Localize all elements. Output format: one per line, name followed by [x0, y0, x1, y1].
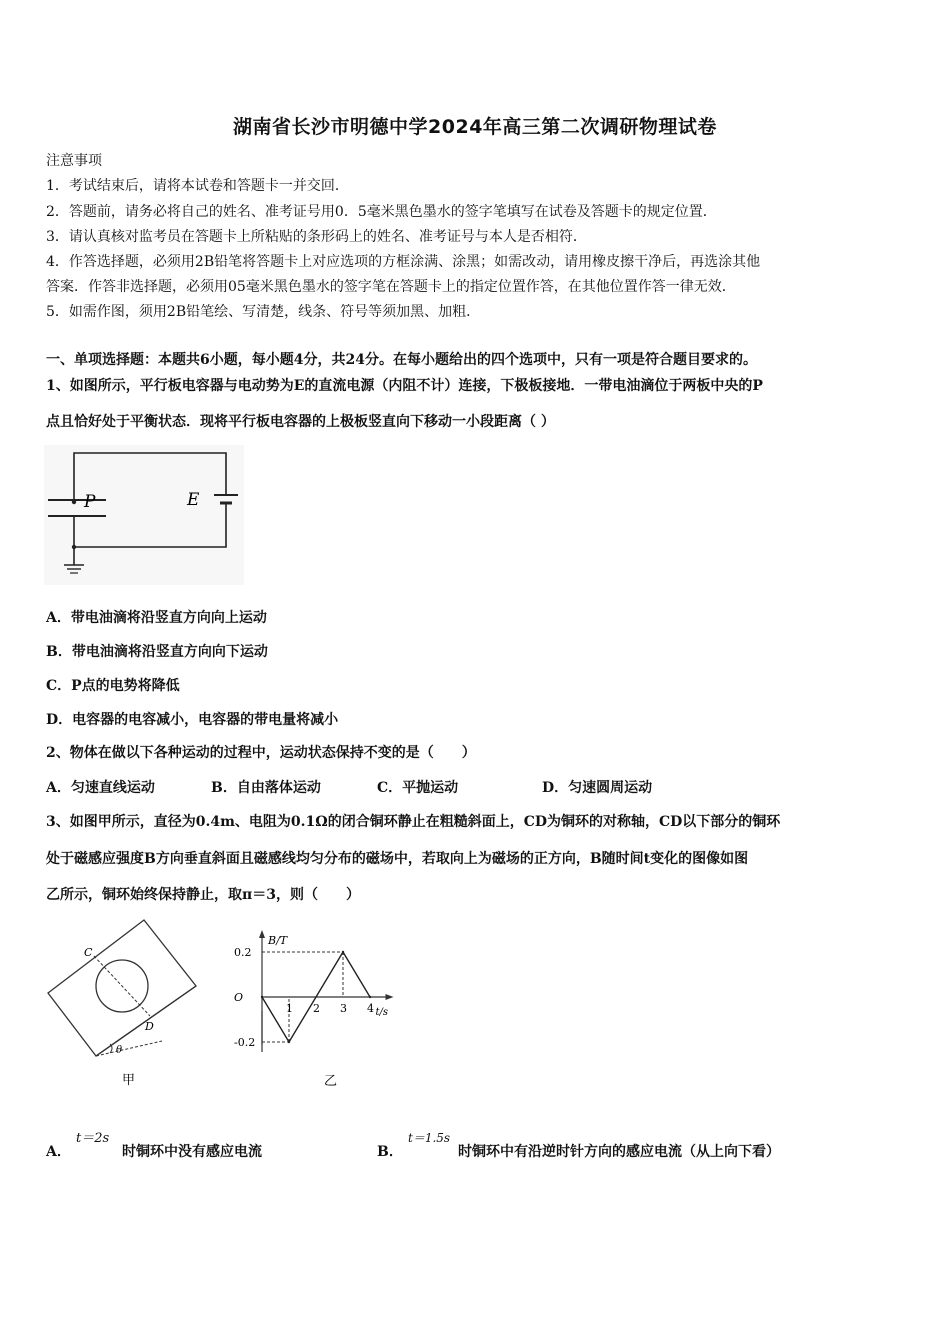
question-2-option-d[interactable]: D．匀速圆周运动	[542, 780, 653, 796]
notice-item: 4．作答选择题，必须用2B铅笔将答题卡上对应选项的方框涂满、涂黑；如需改动，请用橡皮擦干净后，再选涂其他	[46, 254, 761, 270]
b-t-graph	[226, 913, 426, 1088]
section-heading: 一、单项选择题：本题共6小题，每小题4分，共24分。在每小题给出的四个选项中，只有一项是符合题目要求的。	[46, 352, 757, 368]
figure-label-p: P	[84, 492, 96, 512]
question-1-stem-line1: 1、如图所示，平行板电容器与电动势为E的直流电源（内阻不计）连接，下极板接地．一带电油滴位于两板中央的P	[46, 378, 763, 394]
x-axis-arrow	[386, 994, 394, 1000]
figure-caption-yi: 乙	[324, 1074, 338, 1089]
question-3-option-b-label[interactable]: B．	[377, 1144, 403, 1160]
figure-label-c: C	[84, 946, 93, 959]
notice-item: 1．考试结束后，请将本试卷和答题卡一并交回．	[46, 178, 349, 194]
question-3-option-a-text[interactable]: 时铜环中没有感应电流	[122, 1144, 262, 1160]
notice-item: 3．请认真核对监考员在答题卡上所粘贴的条形码上的姓名、准考证号与本人是否相符．	[46, 229, 587, 245]
question-2-option-b[interactable]: B．自由落体运动	[211, 780, 321, 796]
x-tick-label: 4	[367, 1002, 374, 1015]
question-3-option-a-label[interactable]: A．	[46, 1144, 71, 1160]
data-point	[288, 1041, 290, 1043]
y-tick-label: -0.2	[234, 1036, 256, 1049]
question-3-stem-line2: 处于磁感应强度B方向垂直斜面且磁感线均匀分布的磁场中，若取向上为磁场的正方向，B随时间t变化的图像如图	[46, 851, 749, 867]
notice-item: 答案．作答非选择题，必须用05毫米黑色墨水的签字笔在答题卡上的指定位置作答，在其他位置作答一律无效．	[46, 279, 736, 295]
data-point	[369, 996, 371, 998]
notice-item: 5．如需作图，须用2B铅笔绘、写清楚，线条、符号等须加黑、加粗．	[46, 304, 481, 320]
figure-label-e: E	[187, 490, 200, 510]
question-3-option-a-math: t＝2s	[76, 1131, 110, 1146]
question-2-option-c[interactable]: C．平抛运动	[377, 780, 459, 796]
figure-label-d: D	[145, 1020, 154, 1033]
question-1-option-a[interactable]: A．带电油滴将沿竖直方向向上运动	[46, 610, 267, 626]
x-axis-label: t/s	[375, 1007, 389, 1018]
notice-item: 2．答题前，请务必将自己的姓名、准考证号用0．5毫米黑色墨水的签字笔填写在试卷及答题卡的规定位置．	[46, 204, 717, 220]
figure-caption-jia: 甲	[122, 1073, 136, 1088]
question-3-option-b-math: t＝1.5s	[408, 1131, 451, 1145]
notice-heading: 注意事项	[46, 153, 102, 169]
question-1-stem-line2: 点且恰好处于平衡状态．现将平行板电容器的上极板竖直向下移动一小段距离（ ）	[46, 414, 555, 430]
y-tick-label: O	[234, 991, 244, 1004]
x-tick-label: 1	[286, 1002, 293, 1015]
incline-ring-figure	[44, 918, 214, 1088]
y-axis-label: B/T	[268, 934, 288, 947]
question-3-stem-line3: 乙所示，铜环始终保持静止，取π＝3，则（ ）	[46, 887, 360, 903]
data-point	[342, 951, 344, 953]
question-1-option-c[interactable]: C．P点的电势将降低	[46, 678, 180, 694]
x-tick-label: 2	[313, 1002, 320, 1015]
question-3-option-b-text[interactable]: 时铜环中有沿逆时针方向的感应电流（从上向下看）	[458, 1144, 780, 1160]
data-point	[261, 996, 263, 998]
question-1-option-b[interactable]: B．带电油滴将沿竖直方向向下运动	[46, 644, 268, 660]
capacitor-circuit-figure	[44, 445, 244, 585]
y-axis-arrow	[259, 930, 265, 938]
question-1-option-d[interactable]: D．电容器的电容减小，电容器的带电量将减小	[46, 712, 339, 728]
figure-label-theta: θ	[116, 1045, 123, 1056]
page-title: 湖南省长沙市明德中学2024年高三第二次调研物理试卷	[233, 116, 717, 138]
y-tick-label: 0.2	[234, 946, 252, 959]
question-2-stem: 2、物体在做以下各种运动的过程中，运动状态保持不变的是（ ）	[46, 745, 476, 761]
x-tick-label: 3	[340, 1002, 347, 1015]
question-3-stem-line1: 3、如图甲所示，直径为0.4m、电阻为0.1Ω的闭合铜环静止在粗糙斜面上，CD为铜环的对称轴，CD以下部分的铜环	[46, 814, 781, 830]
question-2-option-a[interactable]: A．匀速直线运动	[46, 780, 155, 796]
